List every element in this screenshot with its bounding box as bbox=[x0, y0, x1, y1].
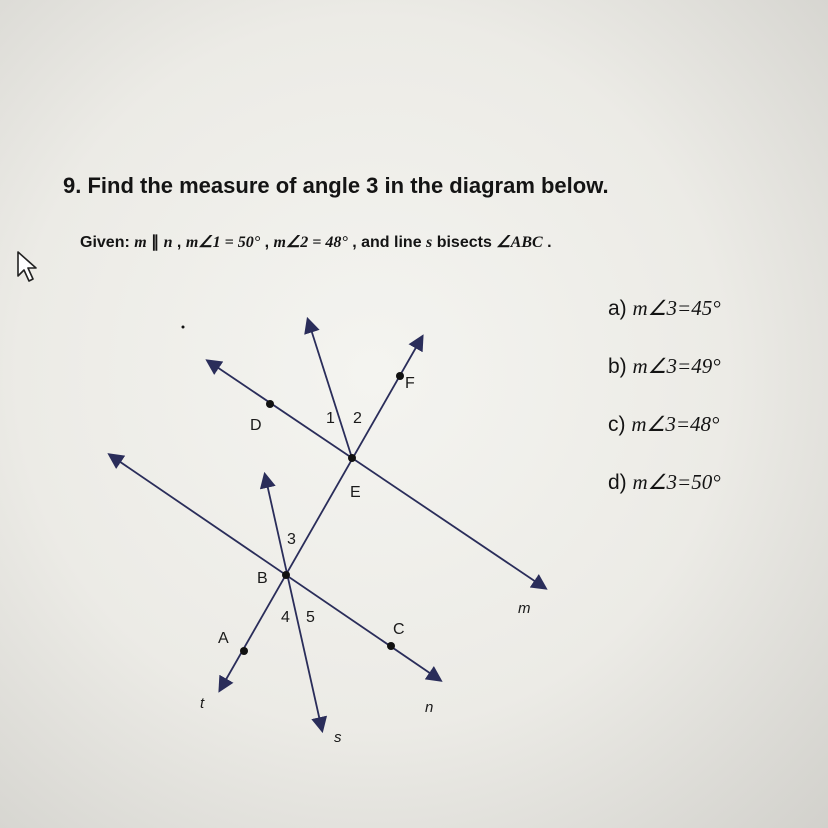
option-expression: m∠3=45° bbox=[632, 296, 721, 320]
line-s-label: s bbox=[334, 729, 342, 746]
line-m bbox=[208, 361, 545, 588]
point-a-label: A bbox=[218, 630, 229, 647]
point-f-dot bbox=[396, 372, 404, 380]
stray-dot bbox=[182, 326, 185, 329]
line-s bbox=[265, 475, 322, 730]
separator: , bbox=[260, 234, 274, 251]
given-mid: , and line bbox=[347, 234, 427, 251]
angle-2-label: 2 bbox=[353, 410, 362, 427]
point-e-dot bbox=[348, 454, 356, 462]
question-title: 9. Find the measure of angle 3 in the diagram below. bbox=[63, 173, 609, 198]
parallel-symbol: ∥ bbox=[146, 234, 164, 251]
line-m-label: m bbox=[518, 600, 531, 617]
given-end: . bbox=[542, 234, 552, 251]
angle-5-label: 5 bbox=[306, 609, 315, 626]
angle-2-given: m∠2 = 48° bbox=[273, 234, 348, 251]
angle-abc: ∠ABC bbox=[496, 234, 543, 251]
option-expression: m∠3=49° bbox=[632, 354, 721, 378]
option-letter: a) bbox=[608, 297, 627, 320]
line-m-name: m bbox=[134, 234, 147, 251]
option-letter: c) bbox=[608, 413, 626, 436]
option-expression: m∠3=48° bbox=[631, 412, 720, 436]
point-b-dot bbox=[282, 571, 290, 579]
separator: , bbox=[172, 234, 186, 251]
bisects-text: bisects bbox=[432, 234, 497, 251]
angle-3-label: 3 bbox=[287, 531, 296, 548]
point-e-label: E bbox=[350, 484, 361, 501]
given-prefix: Given: bbox=[80, 234, 135, 251]
point-a-dot bbox=[240, 647, 248, 655]
point-d-dot bbox=[266, 400, 274, 408]
point-c-label: C bbox=[393, 621, 405, 638]
point-b-label: B bbox=[257, 570, 268, 587]
option-letter: b) bbox=[608, 355, 627, 378]
point-d-label: D bbox=[250, 417, 262, 434]
option-letter: d) bbox=[608, 471, 627, 494]
point-f-label: F bbox=[405, 375, 415, 392]
line-de bbox=[308, 320, 352, 458]
angle-1-label: 1 bbox=[326, 410, 335, 427]
line-s-name: s bbox=[426, 234, 433, 251]
option-expression: m∠3=50° bbox=[632, 470, 721, 494]
line-n-label: n bbox=[425, 699, 434, 716]
line-t-label: t bbox=[200, 695, 205, 712]
angle-1-given: m∠1 = 50° bbox=[185, 234, 261, 251]
point-c-dot bbox=[387, 642, 395, 650]
angle-4-label: 4 bbox=[281, 609, 290, 626]
line-n-name: n bbox=[163, 234, 173, 251]
